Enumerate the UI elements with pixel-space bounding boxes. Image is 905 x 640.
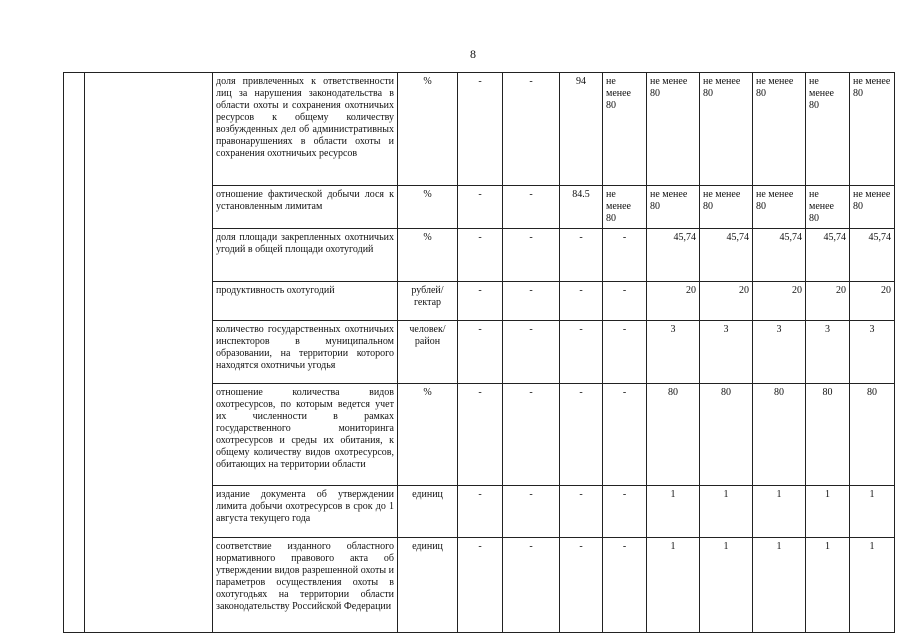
value-cell: - [603,486,647,538]
indicator-name: количество государственных охотничьих инспекторов в муниципальном образовании, на территории которого находятся охотничьи угодья [213,321,398,384]
value-cell: не менее 80 [806,186,850,229]
value-cell: 80 [647,384,700,486]
value-cell: не менее 80 [850,186,895,229]
value-cell: 1 [647,538,700,633]
value-cell: - [560,282,603,321]
value-cell: - [560,229,603,282]
value-cell: 80 [850,384,895,486]
value-cell: - [603,384,647,486]
value-cell: 20 [753,282,806,321]
value-cell: 45,74 [850,229,895,282]
value-cell: - [603,229,647,282]
page-number: 8 [470,47,476,61]
value-cell: 80 [806,384,850,486]
unit-cell: человек/район [398,321,458,384]
value-cell: - [503,186,560,229]
value-cell: 1 [700,538,753,633]
value-cell: не менее 80 [603,186,647,229]
value-cell: 3 [753,321,806,384]
value-cell: - [503,73,560,186]
value-cell: - [560,538,603,633]
unit-cell: % [398,73,458,186]
value-cell: 1 [753,538,806,633]
value-cell: 3 [700,321,753,384]
value-cell: не менее 80 [753,186,806,229]
value-cell: 1 [647,486,700,538]
value-cell: - [560,384,603,486]
value-cell: 20 [806,282,850,321]
value-cell: 1 [806,486,850,538]
value-cell: - [503,321,560,384]
value-cell: 20 [647,282,700,321]
unit-cell: % [398,186,458,229]
value-cell: не менее 80 [753,73,806,186]
value-cell: - [603,321,647,384]
value-cell: - [458,282,503,321]
value-cell: - [458,73,503,186]
indicators-table-container [63,72,895,633]
value-cell: 3 [850,321,895,384]
value-cell: - [503,229,560,282]
value-cell: 20 [700,282,753,321]
value-cell: 84.5 [560,186,603,229]
indicator-name: издание документа об утверждении лимита добычи охотресурсов в срок до 1 августа текущего года [213,486,398,538]
unit-cell: единиц [398,538,458,633]
program-cell [85,73,213,633]
value-cell: - [603,282,647,321]
value-cell: - [458,229,503,282]
value-cell: 80 [700,384,753,486]
value-cell: не менее 80 [700,186,753,229]
value-cell: не менее 80 [647,186,700,229]
value-cell: 45,74 [806,229,850,282]
indicator-name: соответствие изданного областного нормативного правового акта об утверждении видов разрешенной охоты и параметров осуществления охоты в охотугодьях на территории области законодательству Российской Федерации [213,538,398,633]
value-cell: 3 [647,321,700,384]
value-cell: - [560,486,603,538]
unit-cell: единиц [398,486,458,538]
value-cell: 1 [806,538,850,633]
unit-cell: % [398,229,458,282]
value-cell: 45,74 [700,229,753,282]
value-cell: 45,74 [753,229,806,282]
value-cell: 1 [753,486,806,538]
value-cell: 80 [753,384,806,486]
value-cell: - [503,282,560,321]
indicators-table [63,72,895,633]
value-cell: - [458,486,503,538]
number-cell [64,73,85,633]
value-cell: 1 [850,538,895,633]
indicator-name: отношение фактической добычи лося к установленным лимитам [213,186,398,229]
indicator-name: доля привлеченных к ответственности лиц за нарушения законодательства в области охоты и сохранения охотничьих ресурсов к общему количеству возбужденных дел об административных правонарушениях в области охоты и сохранения охотничьих ресурсов [213,73,398,186]
value-cell: не менее 80 [700,73,753,186]
value-cell: не менее 80 [647,73,700,186]
value-cell: - [458,186,503,229]
value-cell: 3 [806,321,850,384]
indicator-name: продуктивность охотугодий [213,282,398,321]
value-cell: - [458,384,503,486]
value-cell: 45,74 [647,229,700,282]
value-cell: - [503,384,560,486]
value-cell: не менее 80 [850,73,895,186]
table-row [64,73,895,186]
unit-cell: % [398,384,458,486]
value-cell: - [503,538,560,633]
value-cell: 94 [560,73,603,186]
value-cell: - [603,538,647,633]
indicator-name: отношение количества видов охотресурсов, по которым ведется учет их численности в рамках государственного мониторинга охотресурсов и среды их обитания, к общему количеству видов охотресурсов, обитающих на территории области [213,384,398,486]
value-cell: - [458,538,503,633]
value-cell: - [458,321,503,384]
value-cell: 1 [850,486,895,538]
value-cell: 20 [850,282,895,321]
value-cell: не менее 80 [806,73,850,186]
value-cell: - [560,321,603,384]
unit-cell: рублей/ гектар [398,282,458,321]
value-cell: 1 [700,486,753,538]
value-cell: - [503,486,560,538]
indicator-name: доля площади закрепленных охотничьих угодий в общей площади охотугодий [213,229,398,282]
value-cell: не менее 80 [603,73,647,186]
